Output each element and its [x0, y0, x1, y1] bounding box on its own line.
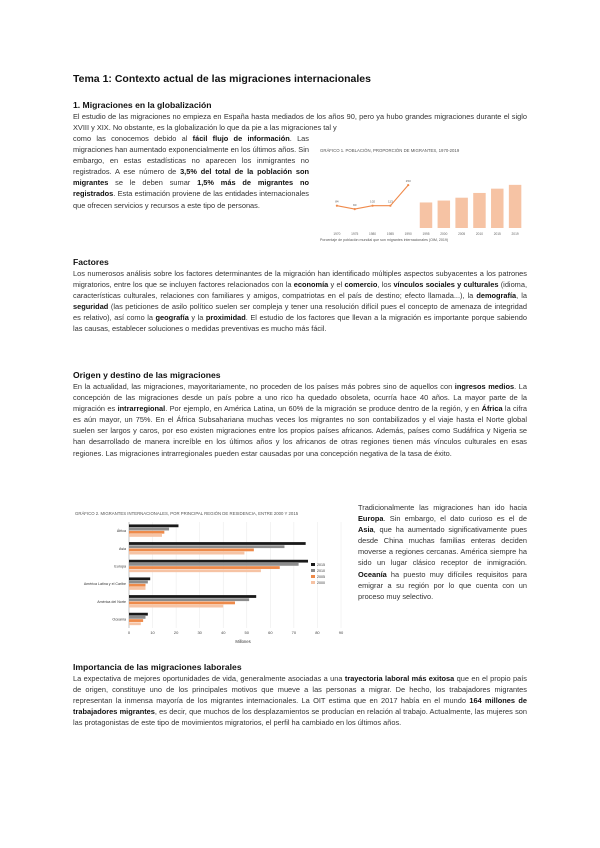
chart2-bar-2005: [129, 584, 145, 587]
chart1-bar-1995: [420, 202, 432, 228]
chart1-bar-2005: [455, 198, 467, 228]
chart2-xtick: 90: [338, 630, 344, 635]
chart1-title: GRÁFICO 1. POBLACIÓN, PROPORCIÓN DE MIGRANTES, 1970-2019: [320, 148, 460, 153]
chart1-caption: Porcentaje de población mundial que son migrantes internacionales (OIM, 2019): [320, 238, 449, 242]
chart2-xtick: 80: [315, 630, 320, 635]
chart2-legend-label: 2010: [317, 569, 325, 573]
chart2-xtick: 30: [197, 630, 202, 635]
chart2-title: GRÁFICO 2. MIGRANTES INTERNACIONALES, POR PRINCIPAL REGIÓN DE RESIDENCIA, ENTRE 2000 Y 2015: [75, 511, 299, 516]
migrants-by-region-chart: [73, 508, 353, 648]
chart2-legend-swatch: [311, 563, 315, 566]
chart2-bar-2010: [129, 528, 169, 531]
chart1-xlabel: 2000: [440, 232, 448, 236]
chart2-bar-2015: [129, 613, 148, 616]
chart1-xlabel: 1975: [351, 232, 359, 236]
chart2-legend-label: 2015: [317, 563, 325, 567]
chart1-xlabel: 1970: [333, 232, 341, 236]
origin-paragraph: En la actualidad, las migraciones, mayoritariamente, no proceden de los países más pobres sino de aquellos con ingresos medios. La concepción de las migraciones desde un país pobre a uno rico ha quedado obsoleta, ocurría hace 40 años. La mayor parte de la migración es intrarregional. Por ejemplo, en América Latina, un 60% de la migración se produce dentro de la región, y en África la cifra es aún mayor, un 75%. En el África Subsahariana muchas veces los migrantes no son contabilizados y el viaje hasta el Norte global suelen ser largos y caros, por eso existen migraciones entre los propios países africanos. Además, países como Sudáfrica y Nigeria se han desarrollado de manera increíble en los últimos años y los africanos de otras regiones tienen más vínculos culturales en esas regiones. Las migraciones intrarregionales pueden estar causadas por una concepción negativa de la tasa de éxito.: [73, 382, 527, 458]
chart1-xlabel: 1990: [404, 232, 412, 236]
section-heading-factors: Factores: [73, 257, 109, 267]
chart2-legend-swatch: [311, 581, 315, 584]
chart2-xtick: 70: [291, 630, 297, 635]
chart1-point: [354, 208, 356, 210]
chart2-legend-label: 2005: [317, 575, 325, 579]
chart2-bar-2010: [129, 616, 145, 619]
chart2-category-label: Oceanía: [112, 617, 126, 622]
labor-paragraph: La expectativa de mejores oportunidades de vida, generalmente asociadas a una trayectoria laboral más exitosa que en el propio país de origen, constituye uno de los principales motivos que mueve a las personas a migrar. De hecho, los trabajadores migrantes representan la inmensa mayoría de los migrantes internacionales. La OIT estima que en 2017 había en el mundo 164 millones de trabajadores migrantes, es decir, que muchos de los desplazamientos se producían en relación al trabajo. Actualmente, las mujeres son las protagonistas de este tipo de movimientos migratorios, el perfil ha cambiado en los últimos años.: [73, 674, 528, 728]
chart2-bar-2005: [129, 531, 164, 534]
chart1-xlabel: 1995: [422, 232, 430, 236]
chart1-xlabel: 2015: [493, 232, 501, 236]
chart2-bar-2000: [129, 587, 145, 590]
chart2-xtick: 60: [268, 630, 273, 635]
chart2-bar-2005: [129, 602, 235, 605]
chart2-legend-swatch: [311, 575, 315, 578]
destination-paragraph: Tradicionalmente las migraciones han ido hacia Europa. Sin embargo, el dato curioso es el de Asia, que ha aumentado significativamente pues desde China muchas familias enteras deciden moverse a regiones cercanas. América siempre ha sido un lugar clásico receptor de inmigración. Oceanía ha puesto muy difíciles requisitos para emigrar a su región por lo que cuenta con un proceso muy selectivo.: [358, 503, 527, 601]
chart1-point: [407, 184, 409, 186]
chart2-bar-2000: [129, 534, 162, 537]
chart2-category-label: África: [116, 529, 126, 534]
chart1-xlabel: 2019: [511, 232, 519, 236]
chart2-category-label: Europa: [114, 564, 126, 569]
chart2-bar-2000: [129, 605, 223, 608]
factors-paragraph: Los numerosos análisis sobre los factores determinantes de la migración han identificado múltiples aspectos subyacentes a los patrones migratorios, entre los que se incluyen factores relacionados con la economía y el comercio, los vínculos sociales y culturales (idioma, características culturales, relaciones con familiares y amigos, compatriotas en el país de destino; efecto llamada...), la demografía, la seguridad (las peticiones de asilo político suelen ser compleja y tener una resolución difícil pues el concepto de amenaza de integridad es relativo), así como la geografía y la proximidad. El estudio de los factores que llevan a la migración es importante porque sabiendo las causas, establecer soluciones o medidas preventivas es mucho más fácil.: [73, 269, 528, 334]
globalization-paragraph-1: El estudio de las migraciones no empieza en España hasta mediados de los años 90, pero ya hubo grandes migraciones durante el siglo XVIII y XIX. No obstante, es la globalización lo que da pie a las migraciones tal y: [73, 112, 527, 133]
chart2-bar-2010: [129, 545, 284, 548]
chart2-category-label: América del Norte: [97, 599, 126, 604]
chart1-xlabel: 1985: [386, 232, 394, 236]
chart1-xlabel: 1980: [368, 232, 377, 236]
chart1-bar-2019: [509, 185, 521, 228]
chart2-bar-2015: [129, 560, 308, 563]
chart1-point-label: 153: [405, 179, 411, 184]
section-heading-origin-destination: Origen y destino de las migraciones: [73, 370, 221, 380]
chart2-bar-2005: [129, 549, 254, 552]
chart2-bar-2010: [129, 581, 148, 584]
chart2-xtick: 20: [173, 630, 179, 635]
chart2-legend-label: 2000: [317, 581, 325, 585]
chart2-xtick: 40: [220, 630, 226, 635]
chart1-point: [336, 205, 338, 207]
chart2-bar-2000: [129, 552, 244, 555]
chart2-xtick: 0: [127, 630, 131, 635]
chart2-bar-2010: [129, 598, 249, 601]
chart1-xlabel: 2010: [475, 232, 484, 236]
chart2-xlabel: Millones: [235, 639, 251, 644]
chart1-xlabel: 2005: [458, 232, 466, 236]
chart2-xtick: 10: [150, 630, 155, 635]
chart2-bar-2015: [129, 595, 256, 598]
document-title: Tema 1: Contexto actual de las migraciones internacionales: [73, 73, 371, 85]
chart2-bar-2005: [129, 619, 143, 622]
globalization-paragraph-2: como las conocemos debido al fácil flujo de información. Las migraciones han aumentado exponencialmente en los últimos años. Sin embargo, en estas estadísticas no aparecen los inmigrantes no registrados. A ese número de 3,5% del total de la población son migrantes se le deben sumar 1,5% más de migrantes no registrados. Esta estimación proviene de las entidades internacionales que ofrecen servicios y recursos a este tipo de personas.: [73, 134, 309, 210]
chart1-point-label: 113: [387, 199, 393, 204]
chart2-bar-2010: [129, 563, 299, 566]
section-heading-globalization: 1. Migraciones en la globalización: [73, 100, 212, 110]
chart1-point: [371, 205, 373, 207]
chart1-point-label: 84: [335, 199, 339, 204]
chart2-category-label: Asia: [119, 546, 126, 551]
section-heading-labor-migration: Importancia de las migraciones laborales: [73, 662, 242, 672]
chart2-bar-2005: [129, 566, 280, 569]
chart1-bar-2010: [473, 193, 485, 228]
chart2-category-label: América Latina y el Caribe: [83, 582, 126, 587]
chart1-point-label: 90: [353, 203, 357, 208]
chart2-bar-2015: [129, 524, 178, 527]
chart2-xtick: 50: [244, 630, 250, 635]
chart2-bar-2000: [129, 569, 261, 572]
migrants-population-chart: [318, 144, 528, 244]
chart1-bar-2015: [491, 189, 503, 228]
chart2-bar-2000: [129, 622, 141, 625]
chart2-bar-2015: [129, 542, 306, 545]
chart1-bar-2000: [438, 201, 450, 228]
chart1-point-label: 102: [370, 199, 376, 204]
chart2-bar-2015: [129, 577, 150, 580]
chart2-legend-swatch: [311, 569, 315, 572]
chart1-point: [389, 205, 391, 207]
